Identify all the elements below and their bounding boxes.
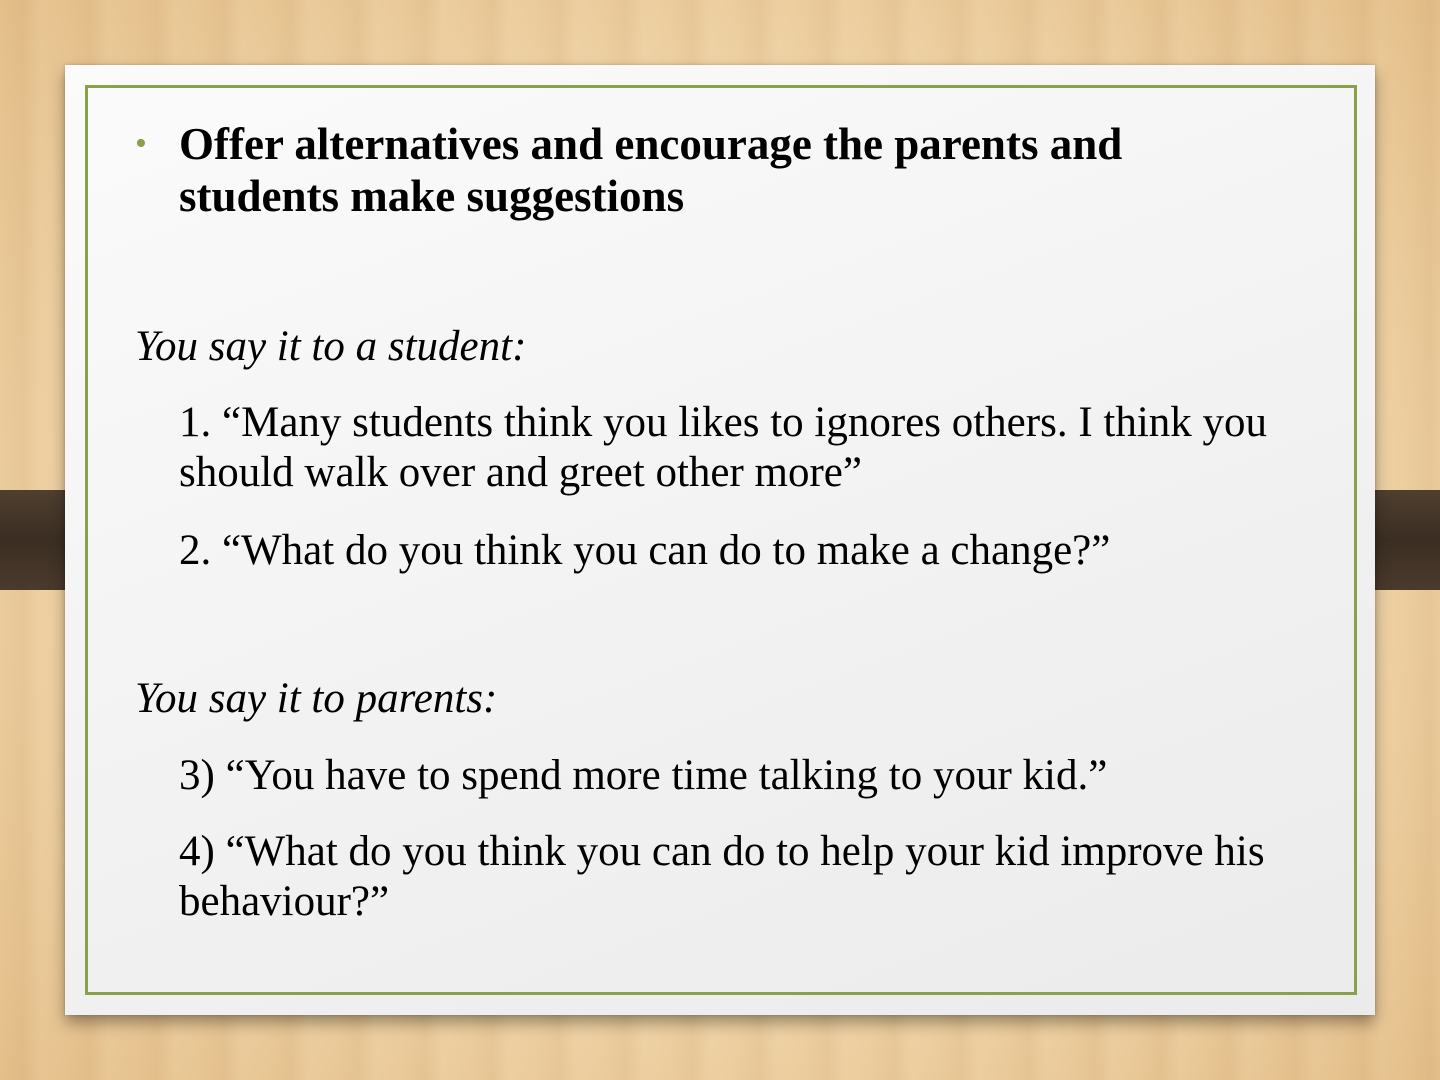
list-item: 2. “What do you think you can do to make a change?”	[179, 527, 1111, 574]
student-section-label: You say it to a student:	[135, 323, 527, 370]
parents-section-label: You say it to parents:	[135, 675, 498, 722]
list-item: 3) “You have to spend more time talking to your kid.”	[179, 752, 1108, 799]
bullet-icon: •	[135, 125, 147, 162]
list-item: 4) “What do you think you can do to help your kid improve his behaviour?”	[179, 828, 1265, 925]
list-item: 1. “Many students think you likes to ignores others. I think you should walk over and greet other more”	[179, 399, 1268, 496]
heading-text: Offer alternatives and encourage the parents and students make suggestions	[179, 119, 1123, 221]
slide-heading	[135, 118, 1285, 222]
